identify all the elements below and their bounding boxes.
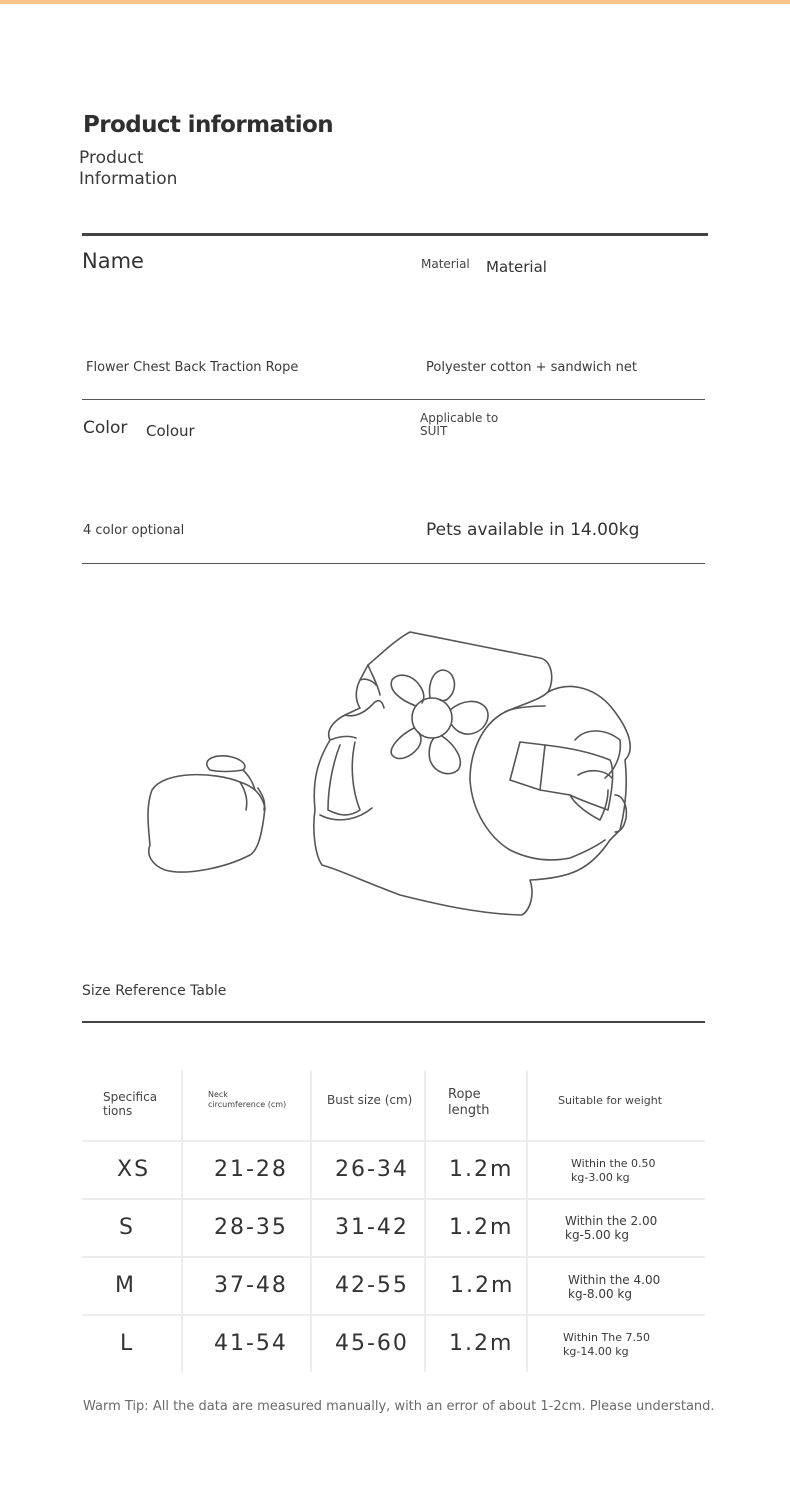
applicable-label-line-1: Applicable to [420, 411, 499, 425]
subtitle-line-1: Product [79, 148, 144, 168]
table-row [82, 1200, 705, 1258]
size-cell: XS [117, 1157, 151, 1182]
size-table [82, 1070, 705, 1372]
header-rope-line-1: Rope [448, 1087, 481, 1102]
header-neck-line-1: Neck [208, 1090, 228, 1099]
bust-cell: 42-55 [335, 1273, 409, 1298]
info-bottom-rule [82, 563, 705, 564]
weight-line-2: kg-5.00 kg [565, 1228, 629, 1242]
header-cell-bust [312, 1070, 426, 1140]
header-rope-line-2: length [448, 1103, 490, 1118]
page-title: Product information [83, 112, 334, 138]
rope-cell: 1.2m [449, 1157, 514, 1182]
neck-cell: 37-48 [214, 1273, 288, 1298]
colour-label: Colour [146, 422, 195, 440]
material-label: Material [486, 258, 547, 276]
color-label: Color [83, 418, 128, 438]
bust-cell: 26-34 [335, 1157, 409, 1182]
header-bust: Bust size (cm) [327, 1093, 413, 1107]
header-spec-line-1: Specifica [103, 1090, 158, 1104]
info-top-rule [82, 233, 708, 236]
header-cell-rope [426, 1070, 528, 1140]
size-cell: M [115, 1273, 136, 1298]
top-accent-bar [0, 0, 790, 4]
neck-cell: 28-35 [214, 1215, 288, 1240]
bust-cell: 45-60 [335, 1331, 409, 1356]
header-cell-neck [183, 1070, 312, 1140]
applicable-label-line-2: SUIT [420, 424, 448, 438]
applicable-label [420, 412, 498, 438]
table-row [82, 1258, 705, 1316]
weight-line-2: kg-8.00 kg [568, 1287, 632, 1301]
info-mid-rule [82, 399, 705, 400]
header-cell-weight [528, 1070, 705, 1140]
page-subtitle [79, 148, 177, 190]
weight-line-1: Within The 7.50 [563, 1331, 650, 1344]
size-cell: L [120, 1331, 135, 1356]
header-weight: Suitable for weight [558, 1094, 663, 1107]
size-cell: S [119, 1215, 135, 1240]
weight-cell [568, 1273, 660, 1301]
header-spec-line-2: tions [103, 1104, 133, 1118]
material-value: Polyester cotton + sandwich net [426, 360, 637, 375]
color-value: 4 color optional [83, 523, 185, 538]
name-value: Flower Chest Back Traction Rope [86, 360, 299, 375]
table-row [82, 1316, 705, 1372]
weight-cell [571, 1157, 656, 1185]
subtitle-line-2: Information [79, 169, 178, 189]
rope-cell: 1.2m [450, 1273, 515, 1298]
header-neck-line-2: circumference (cm) [208, 1100, 287, 1109]
applicable-value: Pets available in 14.00kg [426, 520, 640, 540]
size-table-caption: Size Reference Table [82, 983, 227, 999]
weight-cell [563, 1331, 650, 1359]
warm-tip: Warm Tip: All the data are measured manually, with an error of about 1-2cm. Please understand. [83, 1399, 715, 1414]
rope-cell: 1.2m [449, 1215, 514, 1240]
material-label-small: Material [421, 257, 470, 271]
bust-cell: 31-42 [335, 1215, 409, 1240]
rope-cell: 1.2m [449, 1331, 514, 1356]
weight-line-2: kg-3.00 kg [571, 1171, 630, 1184]
name-label: Name [82, 249, 144, 273]
weight-cell [565, 1214, 657, 1242]
weight-line-1: Within the 2.00 [565, 1214, 658, 1228]
neck-cell: 41-54 [214, 1331, 288, 1356]
neck-cell: 21-28 [214, 1157, 288, 1182]
table-row [82, 1142, 705, 1200]
size-table-header-row [82, 1070, 705, 1142]
flower-harness-with-pouch-drawing [0, 600, 790, 940]
weight-line-1: Within the 4.00 [568, 1273, 661, 1287]
weight-line-2: kg-14.00 kg [563, 1345, 629, 1358]
weight-line-1: Within the 0.50 [571, 1157, 656, 1170]
header-cell-spec [82, 1070, 183, 1140]
size-table-top-rule [82, 1021, 705, 1023]
